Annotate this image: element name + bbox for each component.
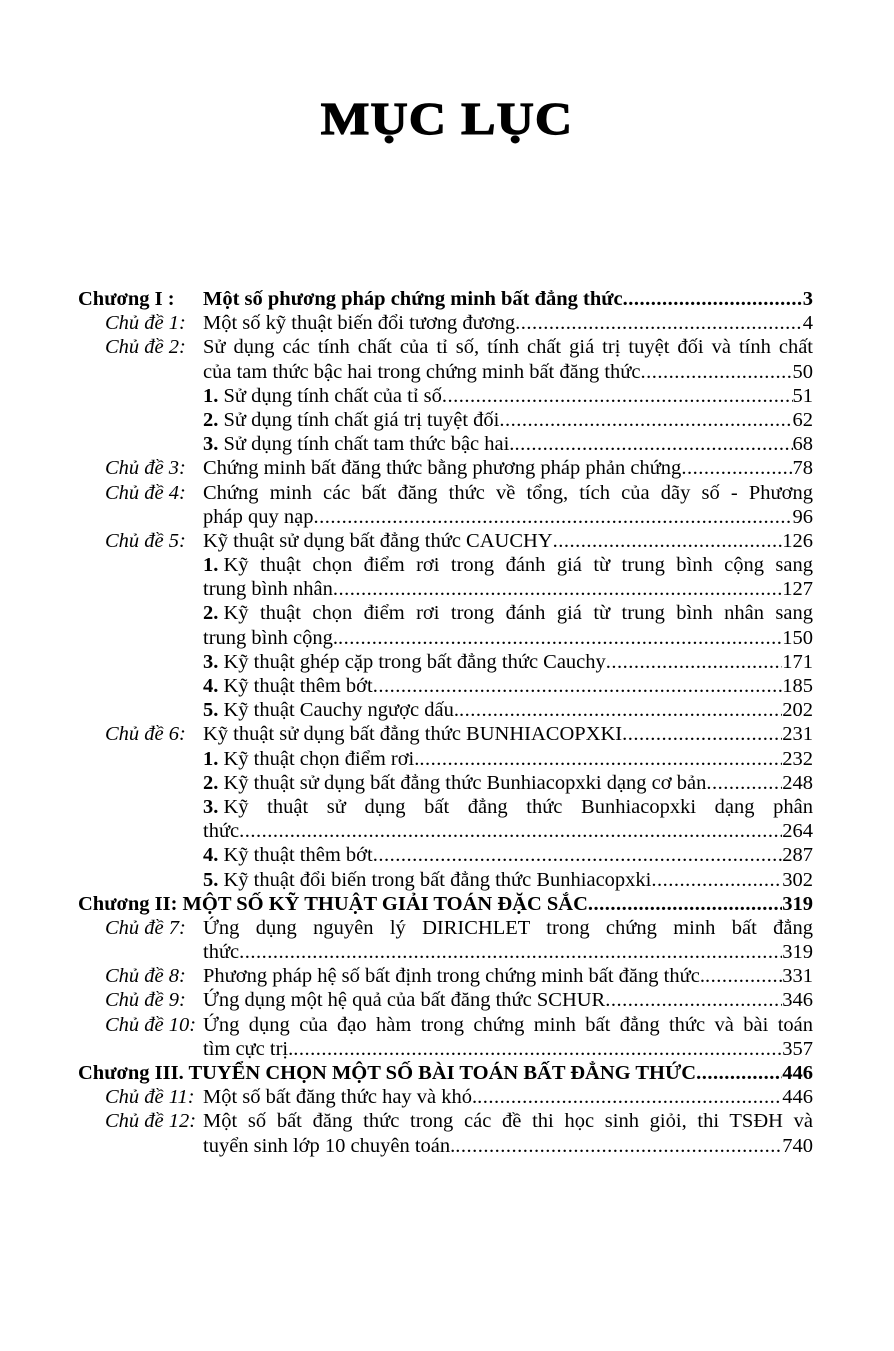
toc-line [78, 456, 813, 480]
entry-last-line [203, 988, 813, 1012]
dot-leader [338, 626, 782, 650]
page-number: 446 [782, 1062, 813, 1084]
toc-entry[interactable] [78, 384, 813, 408]
entry-number: 5. [203, 868, 224, 891]
toc-line [78, 529, 813, 553]
entry-text: Chứng minh bất đăng thức bằng phương pháp phản chứng [203, 457, 682, 480]
dot-leader [622, 722, 782, 746]
toc-line [78, 819, 813, 843]
toc-entry[interactable] [78, 481, 813, 529]
entry-last-line [78, 892, 813, 916]
toc-entry[interactable] [78, 722, 813, 746]
entry-last-line [203, 868, 813, 892]
page-number: 68 [792, 433, 813, 456]
toc-line [78, 553, 813, 577]
toc-line [78, 964, 813, 988]
toc-line [78, 916, 813, 940]
dot-leader [293, 1037, 782, 1061]
dot-leader [605, 988, 782, 1012]
entry-last-line [203, 650, 813, 674]
entry-last-line [203, 529, 813, 553]
entry-last-line [203, 698, 813, 722]
toc-entry[interactable] [78, 650, 813, 674]
dot-leader [681, 456, 792, 480]
toc-line [78, 1037, 813, 1061]
toc-line [78, 1134, 813, 1158]
entry-last-line [203, 940, 813, 964]
toc-line [78, 771, 813, 795]
toc-entry[interactable] [78, 795, 813, 843]
entry-last-line [78, 1061, 813, 1085]
dot-leader [641, 360, 793, 384]
dot-leader [515, 311, 803, 335]
toc-entry[interactable] [78, 432, 813, 456]
dot-leader [455, 1134, 782, 1158]
toc-entry[interactable] [78, 456, 813, 480]
toc-entry[interactable] [78, 674, 813, 698]
toc-line [78, 674, 813, 698]
page-number: 150 [782, 626, 813, 649]
entry-text: Sử dụng tính chất của tỉ số [223, 384, 442, 407]
toc-entry[interactable] [78, 1085, 813, 1109]
toc-entry[interactable] [78, 868, 813, 892]
entry-text: Kỹ thuật Cauchy ngược dấu. [223, 699, 459, 722]
dot-leader [477, 1085, 782, 1109]
toc-entry[interactable] [78, 747, 813, 771]
page-title: MỤC LỤC [320, 93, 574, 144]
toc-line [78, 843, 813, 867]
entry-number: 2. [203, 602, 224, 625]
entry-text-line [203, 335, 813, 359]
dot-leader [373, 843, 783, 867]
entry-number: 5. [203, 699, 224, 722]
dot-leader [239, 819, 782, 843]
entry-text: của tam thức bậc hai trong chứng minh bất đăng thức [203, 360, 641, 383]
entry-last-line [203, 674, 813, 698]
entry-text-line [224, 795, 814, 819]
page-number: 319 [782, 892, 813, 915]
entry-text: thức [203, 820, 240, 843]
entry-text: thức [203, 941, 240, 964]
dot-leader [333, 577, 782, 601]
entry-last-line [203, 771, 813, 795]
entry-number: 3. [203, 795, 224, 818]
toc-line [78, 626, 813, 650]
dot-leader [553, 529, 783, 553]
entry-number: 3. [203, 650, 224, 673]
dot-leader [442, 384, 793, 408]
toc-line [78, 360, 813, 384]
page-number: 232 [782, 747, 813, 770]
dot-leader [313, 505, 792, 529]
dot-leader [696, 1061, 782, 1085]
entry-text-line [203, 916, 813, 940]
entry-text: Ứng dụng nguyên lý DIRICHLET trong chứng minh bất đẳng [203, 916, 813, 939]
entry-last-line [203, 626, 813, 650]
dot-leader [499, 408, 792, 432]
toc-line [78, 432, 813, 456]
toc-line [78, 1013, 813, 1037]
entry-last-line [203, 819, 813, 843]
table-of-contents [78, 287, 813, 1158]
toc-entry[interactable] [78, 698, 813, 722]
page-number: 51 [792, 384, 813, 407]
toc-entry[interactable] [78, 771, 813, 795]
entry-label: Chủ đề 7: [105, 916, 186, 939]
toc-entry[interactable] [78, 1061, 813, 1085]
entry-text: Kỹ thuật thêm bớt [223, 844, 373, 867]
entry-last-line [203, 505, 813, 529]
entry-label: Chương I : [78, 288, 175, 310]
toc-line [78, 505, 813, 529]
entry-label: Chủ đề 10: [105, 1013, 197, 1036]
page-number: 50 [792, 360, 813, 383]
entry-text: Sử dụng tính chất tam thức bậc hai. [223, 433, 515, 456]
toc-entry[interactable] [78, 529, 813, 553]
entry-text: Kỹ thuật đổi biến trong bất đẳng thức Bunhiacopxki [223, 868, 652, 891]
page-number: 127 [782, 578, 813, 601]
toc-line [78, 408, 813, 432]
entry-text-line [203, 481, 813, 505]
page-number: 202 [782, 699, 813, 722]
entry-text: Chương II: MỘT SỐ KỸ THUẬT GIẢI TOÁN ĐẶC SẮC [78, 892, 588, 915]
entry-text: Ứng dụng một hệ quả của bất đăng thức SCHUR [203, 989, 606, 1012]
entry-text-line [224, 553, 814, 577]
entry-label: Chủ đề 5: [105, 529, 186, 552]
entry-last-line [203, 287, 813, 311]
toc-line [78, 287, 813, 311]
toc-line [78, 311, 813, 335]
toc-entry[interactable] [78, 553, 813, 601]
entry-label: Chủ đề 6: [105, 723, 186, 746]
entry-number: 2. [203, 408, 224, 431]
dot-leader [706, 771, 782, 795]
entry-text: Kỹ thuật sử dụng bất đẳng thức BUNHIACOPXKI [203, 723, 623, 746]
toc-line [78, 868, 813, 892]
entry-number: 1. [203, 384, 224, 407]
entry-last-line [203, 964, 813, 988]
entry-label: Chủ đề 2: [105, 336, 186, 359]
entry-text: Chương III. TUYỂN CHỌN MỘT SỐ BÀI TOÁN BẤT ĐẲNG THỨC [78, 1062, 697, 1084]
entry-last-line [203, 360, 813, 384]
entry-label: Chủ đề 8: [105, 965, 186, 988]
entry-text: Sử dụng các tính chất của tỉ số, tính chất giá trị tuyệt đối và tính chất [203, 336, 813, 359]
entry-text: Chứng minh các bất đăng thức về tổng, tích của dãy số - Phương [203, 481, 813, 504]
toc-entry[interactable] [78, 892, 813, 916]
entry-text: tìm cực trị. [203, 1037, 294, 1060]
entry-label: Chủ đề 3: [105, 457, 186, 480]
entry-last-line [203, 843, 813, 867]
toc-entry[interactable] [78, 1013, 813, 1061]
page-number: 248 [782, 771, 813, 794]
page-number: 346 [782, 989, 813, 1012]
entry-last-line [203, 456, 813, 480]
entry-last-line [203, 1085, 813, 1109]
entry-last-line [203, 432, 813, 456]
toc-entry[interactable] [78, 916, 813, 964]
entry-text: Một số bất đăng thức hay và khó. [203, 1086, 478, 1109]
entry-text: pháp quy nạp [203, 505, 314, 528]
toc-entry[interactable] [78, 287, 813, 311]
dot-leader [705, 964, 782, 988]
entry-text-line [203, 1109, 813, 1133]
toc-entry[interactable] [78, 988, 813, 1012]
dot-leader [459, 698, 782, 722]
entry-text: Một số bất đăng thức trong các đề thi học sinh giỏi, thi TSĐH và [203, 1110, 813, 1133]
page-number: 96 [792, 505, 813, 528]
entry-text: Một số kỹ thuật biến đổi tương đương [203, 312, 516, 335]
toc-entry[interactable] [78, 1109, 813, 1157]
entry-last-line [203, 384, 813, 408]
entry-text-line [203, 1013, 813, 1037]
toc-line [78, 650, 813, 674]
entry-text: Sử dụng tính chất giá trị tuyệt đối [223, 408, 500, 431]
entry-text: Một số phương pháp chứng minh bất đẳng thức [203, 288, 623, 310]
entry-last-line [203, 408, 813, 432]
entry-label: Chủ đề 4: [105, 481, 186, 504]
entry-text: Kỹ thuật ghép cặp trong bất đẳng thức Cauchy [223, 650, 606, 673]
page-number: 185 [782, 675, 813, 697]
entry-text: Ứng dụng của đạo hàm trong chứng minh bất đẳng thức và bài toán [203, 1013, 813, 1036]
toc-line [78, 384, 813, 408]
dot-leader [514, 432, 792, 456]
entry-number: 1. [203, 554, 224, 577]
dot-leader [651, 868, 782, 892]
entry-last-line [203, 1134, 813, 1158]
entry-label: Chủ đề 11: [105, 1086, 195, 1109]
page-number: 264 [782, 820, 813, 843]
toc-line [78, 335, 813, 359]
entry-last-line [203, 577, 813, 601]
toc-line [78, 892, 813, 916]
page-number: 126 [782, 529, 813, 552]
page-number: 231 [782, 723, 813, 746]
entry-number: 2. [203, 771, 224, 794]
page-number: 319 [782, 941, 813, 964]
entry-text: tuyển sinh lớp 10 chuyên toán. [203, 1134, 456, 1157]
toc-line [78, 577, 813, 601]
page-number: 357 [782, 1037, 813, 1060]
toc-entry[interactable] [78, 843, 813, 867]
page-number: 446 [782, 1086, 813, 1109]
entry-text: Phương pháp hệ số bất định trong chứng minh bất đăng thức. [203, 965, 705, 988]
entry-number: 4. [203, 675, 224, 697]
toc-entry[interactable] [78, 408, 813, 432]
toc-entry[interactable] [78, 601, 813, 649]
page-number: 62 [792, 408, 813, 431]
toc-entry[interactable] [78, 335, 813, 383]
page-number: 740 [782, 1134, 813, 1157]
toc-line [78, 601, 813, 625]
entry-number: 1. [203, 747, 224, 770]
page-number: 78 [792, 457, 813, 480]
toc-entry[interactable] [78, 311, 813, 335]
entry-text-line [224, 601, 814, 625]
toc-line [78, 747, 813, 771]
dot-leader [239, 940, 782, 964]
entry-last-line [203, 747, 813, 771]
page-number: 171 [782, 650, 813, 673]
entry-text: Kỹ thuật sử dụng bất đẳng thức Bunhiacopxki dạng phân [223, 795, 813, 818]
entry-last-line [203, 722, 813, 746]
entry-last-line [203, 1037, 813, 1061]
dot-leader [373, 674, 783, 698]
entry-text: Kỹ thuật thêm bớt [223, 675, 373, 697]
entry-label: Chủ đề 9: [105, 989, 186, 1012]
entry-number: 3. [203, 433, 224, 456]
toc-line [78, 940, 813, 964]
entry-text: trung bình nhân [203, 578, 333, 601]
toc-line [78, 1109, 813, 1133]
entry-last-line [203, 311, 813, 335]
dot-leader [623, 287, 803, 311]
page-number: 4 [802, 312, 813, 335]
entry-text: Kỹ thuật sử dụng bất đẳng thức Bunhiacopxki dạng cơ bản [223, 771, 707, 794]
toc-line [78, 988, 813, 1012]
page-number: 331 [782, 965, 813, 988]
dot-leader [588, 892, 782, 916]
entry-text: trung bình cộng. [203, 626, 338, 649]
page-number: 3 [802, 288, 813, 310]
entry-text: Kỹ thuật sử dụng bất đẳng thức CAUCHY [203, 529, 553, 552]
toc-line [78, 481, 813, 505]
toc-line [78, 1061, 813, 1085]
entry-text: Kỹ thuật chọn điểm rơi trong đánh giá từ trung bình cộng sang [223, 554, 813, 577]
entry-text: Kỹ thuật chọn điểm rơi trong đánh giá từ trung bình nhân sang [223, 602, 813, 625]
toc-entry[interactable] [78, 964, 813, 988]
entry-label: Chủ đề 1: [105, 312, 186, 335]
entry-number: 4. [203, 844, 224, 867]
dot-leader [606, 650, 782, 674]
page-number: 302 [782, 868, 813, 891]
toc-line [78, 1085, 813, 1109]
toc-line [78, 698, 813, 722]
toc-line [78, 795, 813, 819]
entry-text: Kỹ thuật chọn điểm rơi. [223, 747, 420, 770]
toc-line [78, 722, 813, 746]
dot-leader [419, 747, 782, 771]
entry-label: Chủ đề 12: [105, 1110, 197, 1133]
page-number: 287 [782, 844, 813, 867]
